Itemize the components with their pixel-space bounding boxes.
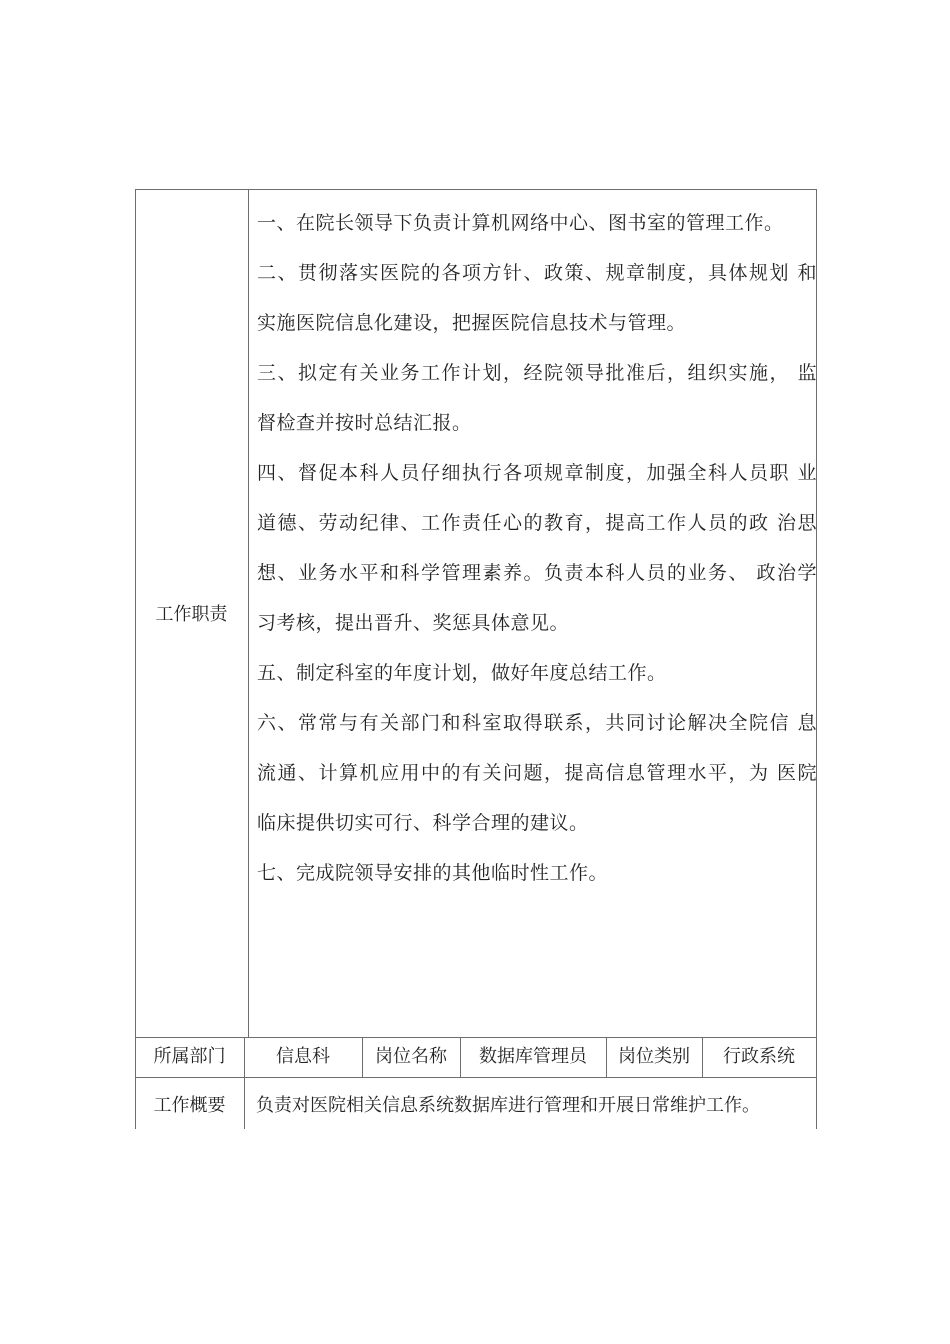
post-type-value: 行政系统 xyxy=(723,1046,795,1067)
duty-line: 习考核，提出晋升、奖惩具体意见。 xyxy=(257,612,570,634)
duty-line: 一、在院长领导下负责计算机网络中心、图书室的管理工作。 xyxy=(257,212,784,234)
responsibilities-content xyxy=(257,205,817,905)
duty-line: 道德、劳动纪律、工作责任心的教育，提高工作人员的政 治思 xyxy=(257,512,817,534)
duty-line: 督检查并按时总结汇报。 xyxy=(257,412,472,434)
info-row-top-border xyxy=(135,1037,817,1038)
table-top-border xyxy=(135,189,817,190)
summary-divider xyxy=(244,1077,245,1129)
duty-line: 二、贯彻落实医院的各项方针、政策、规章制度，具体规划 和 xyxy=(257,262,817,284)
post-name-label: 岗位名称 xyxy=(375,1046,447,1067)
summary-row-top-border xyxy=(135,1077,817,1078)
table-left-border xyxy=(135,189,136,1129)
dept-value: 信息科 xyxy=(276,1046,330,1067)
duty-line: 三、拟定有关业务工作计划，经院领导批准后，组织实施， 监 xyxy=(257,362,817,384)
duty-line: 想、业务水平和科学管理素养。负责本科人员的业务、 政治学 xyxy=(257,562,817,584)
duty-line: 四、督促本科人员仔细执行各项规章制度，加强全科人员职 业 xyxy=(257,462,817,484)
duty-line: 五、制定科室的年度计划，做好年度总结工作。 xyxy=(257,662,667,684)
post-type-label: 岗位类别 xyxy=(618,1046,690,1067)
responsibilities-label: 工作职责 xyxy=(155,604,228,625)
label-column-divider xyxy=(248,189,249,1038)
dept-label: 所属部门 xyxy=(153,1046,226,1067)
summary-label: 工作概要 xyxy=(153,1095,226,1116)
duty-line: 六、常常与有关部门和科室取得联系，共同讨论解决全院信 息 xyxy=(257,712,817,734)
summary-value: 负责对医院相关信息系统数据库进行管理和开展日常维护工作。 xyxy=(256,1095,760,1116)
duty-line: 实施医院信息化建设，把握医院信息技术与管理。 xyxy=(257,312,687,334)
duty-line: 流通、计算机应用中的有关问题，提高信息管理水平，为 医院 xyxy=(257,762,817,784)
post-name-value: 数据库管理员 xyxy=(479,1046,587,1067)
duty-line: 七、完成院领导安排的其他临时性工作。 xyxy=(257,862,609,884)
duty-line: 临床提供切实可行、科学合理的建议。 xyxy=(257,812,589,834)
